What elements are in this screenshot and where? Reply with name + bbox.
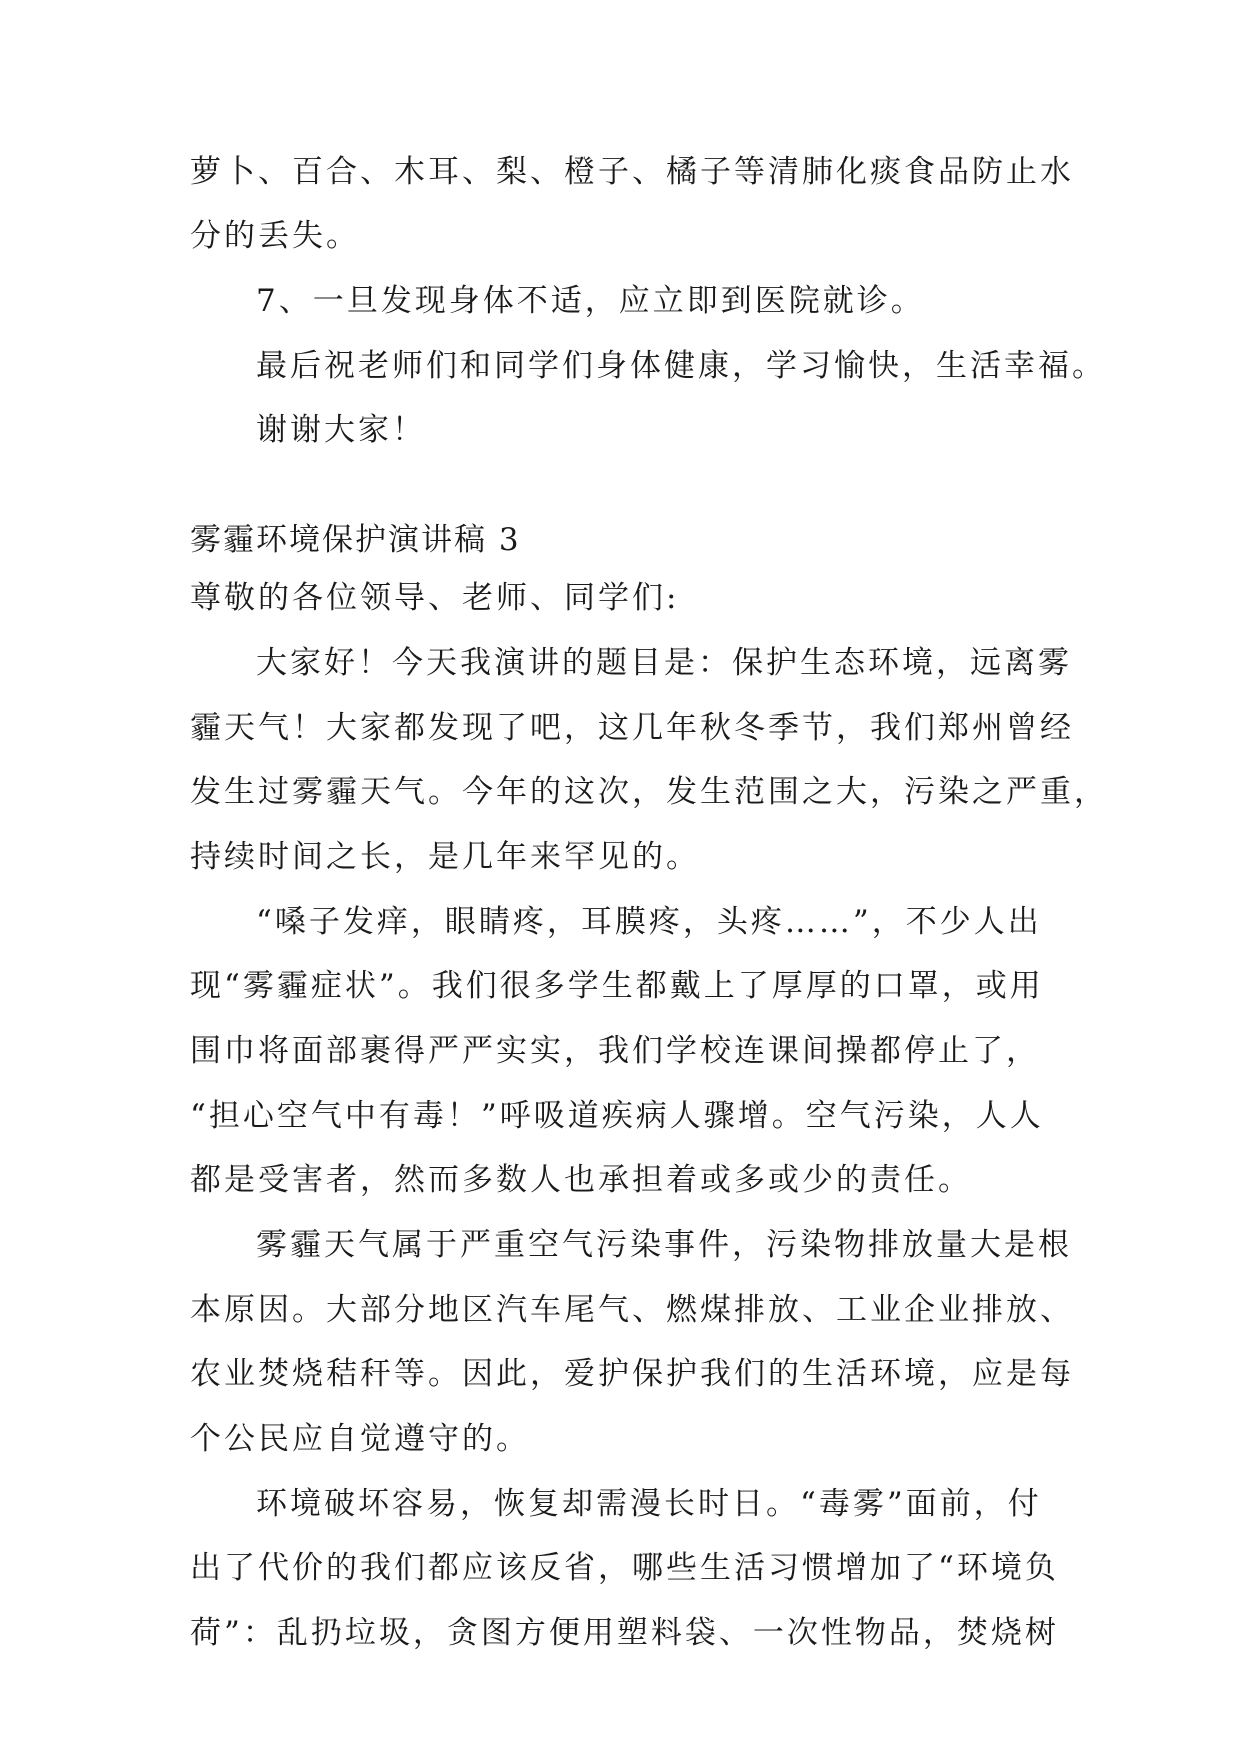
text-line: 持续时间之长，是几年来罕见的。 — [190, 839, 700, 875]
text-line: 农业焚烧秸秆等。因此，爱护保护我们的生活环境，应是每 — [190, 1356, 1074, 1392]
text-line: 环境破坏容易，恢复却需漫长时日。“毒雾”面前，付 — [256, 1486, 1042, 1522]
text-line: 大家好！今天我演讲的题目是：保护生态环境，远离雾 — [256, 645, 1072, 681]
text-line: 霾天气！大家都发现了吧，这几年秋冬季节，我们郑州曾经 — [190, 710, 1074, 746]
text-line: “担心空气中有毒！”呼吸道疾病人骤增。空气污染，人人 — [190, 1098, 1044, 1134]
text-line: 雾霾天气属于严重空气污染事件，污染物排放量大是根 — [256, 1227, 1072, 1263]
text-line: 荷”：乱扔垃圾，贪图方便用塑料袋、一次性物品，焚烧树 — [190, 1615, 1059, 1651]
text-line: 最后祝老师们和同学们身体健康，学习愉快，生活幸福。 — [256, 348, 1106, 384]
text-line: 分的丢失。 — [190, 218, 360, 254]
text-line: 出了代价的我们都应该反省，哪些生活习惯增加了“环境负 — [190, 1550, 1059, 1586]
text-line: 都是受害者，然而多数人也承担着或多或少的责任。 — [190, 1162, 972, 1198]
text-line: 萝卜、百合、木耳、梨、橙子、橘子等清肺化痰食品防止水 — [190, 154, 1074, 190]
text-line: 本原因。大部分地区汽车尾气、燃煤排放、工业企业排放、 — [190, 1292, 1074, 1328]
text-line: 现“雾霾症状”。我们很多学生都戴上了厚厚的口罩，或用 — [190, 968, 1044, 1004]
text-line: 发生过雾霾天气。今年的这次，发生范围之大，污染之严重， — [190, 774, 1108, 810]
text-line: 谢谢大家！ — [256, 412, 426, 448]
section-title: 雾霾环境保护演讲稿 3 — [190, 522, 521, 558]
text-line: 7、一旦发现身体不适，应立即到医院就诊。 — [256, 283, 925, 319]
salutation: 尊敬的各位领导、老师、同学们: — [190, 580, 680, 616]
text-line: 围巾将面部裹得严严实实，我们学校连课间操都停止了， — [190, 1033, 1040, 1069]
text-line: “嗓子发痒，眼睛疼，耳膜疼，头疼……”，不少人出 — [256, 904, 1042, 940]
text-line: 个公民应自觉遵守的。 — [190, 1421, 530, 1457]
